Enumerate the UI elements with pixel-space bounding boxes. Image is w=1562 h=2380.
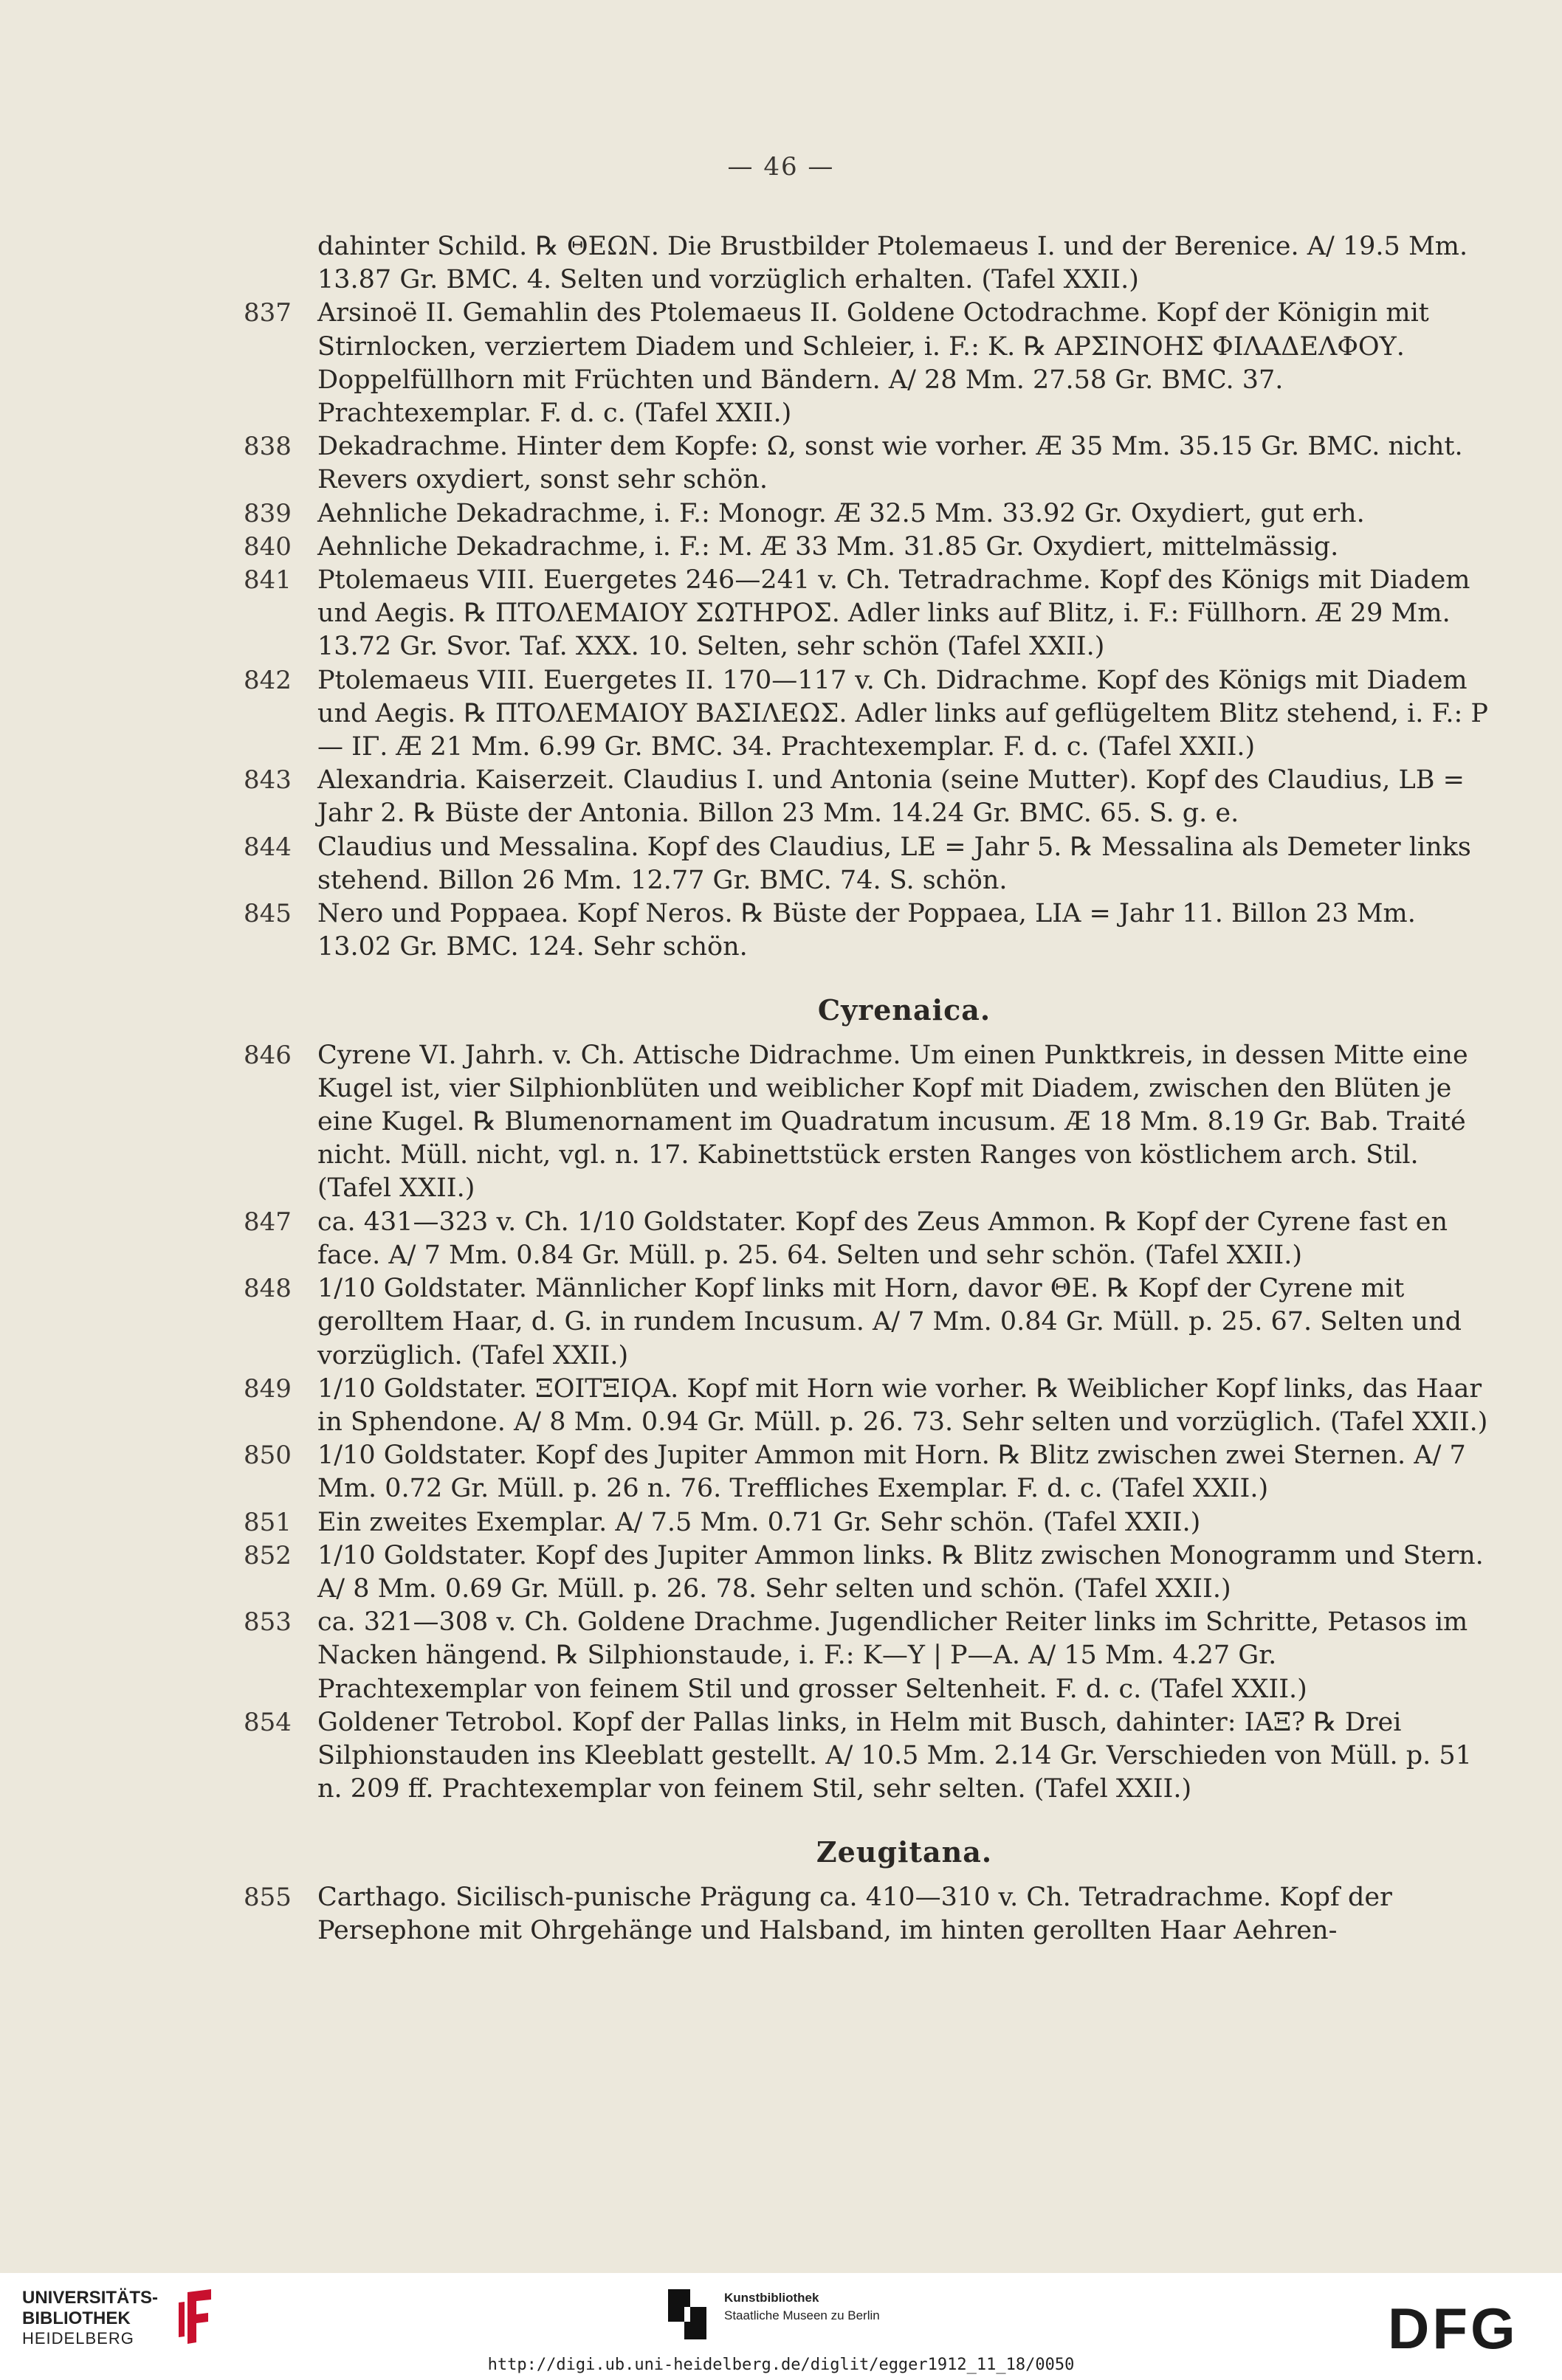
entry-number: 849	[244, 1373, 292, 1404]
entry-number: 854	[244, 1707, 292, 1737]
entry	[244, 1539, 1491, 1606]
entry-number: 843	[244, 765, 292, 796]
entry-number: 851	[244, 1507, 292, 1537]
entry-text: ca. 321—308 v. Ch. Goldene Drachme. Jugendlicher Reiter links im Schritte, Petasos im Nacken hängend. ℞ Silphionstaude, i. F.: K—Y | P—A. A/ 15 Mm. 4.27 Gr. Prachtexemplar von feinem Stil und grosser Seltenheit. F. d. c. (Tafel XXII.)	[317, 1607, 1468, 1704]
digitization-footer	[0, 2273, 1562, 2380]
entry	[244, 1706, 1491, 1807]
entry-text: Ein zweites Exemplar. A/ 7.5 Mm. 0.71 Gr. Sehr schön. (Tafel XXII.)	[317, 1507, 1201, 1537]
entry	[244, 1272, 1491, 1373]
entry-number: 855	[244, 1882, 292, 1912]
entry-number: 842	[244, 665, 292, 695]
entry-number: 840	[244, 531, 292, 562]
university-library-logo[interactable]: UNIVERSITÄTS- BIBLIOTHEK HEIDELBERG	[22, 2288, 221, 2354]
entry-text: 1/10 Goldstater. Kopf des Jupiter Ammon links. ℞ Blitz zwischen Monogramm und Stern. A/ 8 Mm. 0.69 Gr. Müll. p. 26. 78. Sehr selten und schön. (Tafel XXII.)	[317, 1540, 1484, 1604]
dfg-logo[interactable]: DFG	[1388, 2296, 1518, 2361]
entry-text: Goldener Tetrobol. Kopf der Pallas links, in Helm mit Busch, dahinter: IAΞ? ℞ Drei Silphionstauden ins Kleeblatt gestellt. A/ 10.5 Mm. 2.14 Gr. Verschieden von Müll. p. 51 n. 209 ff. Prachtexemplar von feinem Stil, sehr selten. (Tafel XXII.)	[317, 1707, 1472, 1804]
entry-text: Alexandria. Kaiserzeit. Claudius I. und Antonia (seine Mutter). Kopf des Claudius, LB = Jahr 2. ℞ Büste der Antonia. Billon 23 Mm. 14.24 Gr. BMC. 65. S. g. e.	[317, 765, 1465, 829]
entry-text: 1/10 Goldstater. ΞΟΙΤΞΙϘΑ. Kopf mit Horn wie vorher. ℞ Weiblicher Kopf links, das Haar in Sphendone. A/ 8 Mm. 0.94 Gr. Müll. p. 26. 73. Sehr selten und vorzüglich. (Tafel XXII.)	[317, 1373, 1488, 1437]
kunstbibliothek-logo[interactable]: Kunstbibliothek Staatliche Museen zu Berlin	[668, 2286, 904, 2345]
entry-number: 841	[244, 565, 292, 596]
entry	[244, 1506, 1491, 1539]
entry-number: 850	[244, 1441, 292, 1471]
entry-number: 853	[244, 1607, 292, 1638]
entry	[244, 897, 1491, 964]
permalink-url[interactable]: http://digi.ub.uni-heidelberg.de/diglit/egger1912_11_18/0050	[487, 2356, 1075, 2374]
entry	[244, 297, 1491, 430]
entry-text: 1/10 Goldstater. Kopf des Jupiter Ammon mit Horn. ℞ Blitz zwischen zwei Sternen. A/ 7 Mm. 0.72 Gr. Müll. p. 26 n. 76. Treffliches Exemplar. F. d. c. (Tafel XXII.)	[317, 1441, 1466, 1504]
entry	[244, 764, 1491, 830]
entry-number: 846	[244, 1040, 292, 1070]
entry	[244, 230, 1491, 297]
entry-text: 1/10 Goldstater. Männlicher Kopf links mit Horn, davor ΘΕ. ℞ Kopf der Cyrene mit gerolltem Haar, d. G. in rundem Incusum. A/ 7 Mm. 0.84 Gr. Müll. p. 25. 67. Selten und vorzüglich. (Tafel XXII.)	[317, 1274, 1462, 1370]
entry-text: dahinter Schild. ℞ ΘΕΩΝ. Die Brustbilder Ptolemaeus I. und der Berenice. A/ 19.5 Mm. 13.87 Gr. BMC. 4. Selten und vorzüglich erhalten. (Tafel XXII.)	[317, 232, 1468, 295]
entry-text: Carthago. Sicilisch-punische Prägung ca. 410—310 v. Ch. Tetradrachme. Kopf der Persephone mit Ohrgehänge und Halsband, im hinten gerollten Haar Aehren-	[317, 1882, 1392, 1945]
entry	[244, 1373, 1491, 1439]
entry-number: 847	[244, 1207, 292, 1237]
entry-number: 839	[244, 498, 292, 528]
entry-number: 848	[244, 1274, 292, 1304]
entry-number: 844	[244, 832, 292, 862]
entry-number: 837	[244, 298, 292, 328]
entry	[244, 430, 1491, 497]
library-emblem-icon	[174, 2288, 219, 2347]
entry	[244, 564, 1491, 664]
kunstbibliothek-emblem-icon	[668, 2289, 706, 2339]
entry	[244, 1039, 1491, 1206]
entry-text: Claudius und Messalina. Kopf des Claudius, LE = Jahr 5. ℞ Messalina als Demeter links stehend. Billon 26 Mm. 12.77 Gr. BMC. 74. S. schön.	[317, 832, 1471, 895]
entry	[244, 1606, 1491, 1706]
entry	[244, 497, 1491, 531]
entry	[244, 1206, 1491, 1272]
entry-text: Dekadrachme. Hinter dem Kopfe: Ω, sonst wie vorher. Æ 35 Mm. 35.15 Gr. BMC. nicht. Revers oxydiert, sonst sehr schön.	[317, 432, 1463, 495]
entry-number: 852	[244, 1540, 292, 1570]
entry	[244, 664, 1491, 765]
entry-text: Aehnliche Dekadrachme, i. F.: Monogr. Æ 32.5 Mm. 33.92 Gr. Oxydiert, gut erh.	[317, 498, 1365, 528]
entry-text: Arsinoë II. Gemahlin des Ptolemaeus II. Goldene Octodrachme. Kopf der Königin mit Stirnlocken, verziertem Diadem und Schleier, i. F.: K. ℞ ΑΡΣΙΝΟΗΣ ΦΙΛΑΔΕΛΦΟΥ. Doppelfüllhorn mit Früchten und Bändern. A/ 28 Mm. 27.58 Gr. BMC. 37. Prachtexemplar. F. d. c. (Tafel XXII.)	[317, 298, 1429, 429]
entry-text: Ptolemaeus VIII. Euergetes II. 170—117 v. Ch. Didrachme. Kopf des Königs mit Diadem und Aegis. ℞ ΠΤΟΛΕΜΑΙΟΥ ΒΑΣΙΛΕΩΣ. Adler links auf geflügeltem Blitz stehend, i. F.: P — IΓ. Æ 21 Mm. 6.99 Gr. BMC. 34. Prachtexemplar. F. d. c. (Tafel XXII.)	[317, 665, 1488, 762]
entry-text: Cyrene VI. Jahrh. v. Ch. Attische Didrachme. Um einen Punktkreis, in dessen Mitte eine Kugel ist, vier Silphionblüten und weiblicher Kopf mit Diadem, zwischen den Blüten je eine Kugel. ℞ Blumenornament im Quadratum incusum. Æ 18 Mm. 8.19 Gr. Bab. Traité nicht. Müll. nicht, vgl. n. 17. Kabinettstück ersten Ranges von köstlichem arch. Stil. (Tafel XXII.)	[317, 1040, 1468, 1204]
page-number: — 46 —	[727, 152, 835, 182]
entry-number: 845	[244, 899, 292, 929]
entry	[244, 1439, 1491, 1505]
entry	[244, 531, 1491, 564]
entry	[244, 831, 1491, 897]
section-heading-zeugitana: Zeugitana.	[816, 1835, 993, 1869]
entry-number: 838	[244, 432, 292, 462]
section-heading-cyrenaica: Cyrenaica.	[817, 993, 991, 1027]
entry-text: Ptolemaeus VIII. Euergetes 246—241 v. Ch. Tetradrachme. Kopf des Königs mit Diadem und Aegis. ℞ ΠΤΟΛΕΜΑΙΟΥ ΣΩΤΗΡΟΣ. Adler links auf Blitz, i. F.: Füllhorn. Æ 29 Mm. 13.72 Gr. Svor. Taf. XXX. 10. Selten, sehr schön (Tafel XXII.)	[317, 565, 1470, 662]
entry	[244, 1881, 1491, 1948]
catalog-text	[244, 230, 1491, 1948]
entry-text: Nero und Poppaea. Kopf Neros. ℞ Büste der Poppaea, LIA = Jahr 11. Billon 23 Mm. 13.02 Gr. BMC. 124. Sehr schön.	[317, 899, 1416, 962]
entry-text: ca. 431—323 v. Ch. 1/10 Goldstater. Kopf des Zeus Ammon. ℞ Kopf der Cyrene fast en face. A/ 7 Mm. 0.84 Gr. Müll. p. 25. 64. Selten und sehr schön. (Tafel XXII.)	[317, 1207, 1448, 1270]
entry-text: Aehnliche Dekadrachme, i. F.: M. Æ 33 Mm. 31.85 Gr. Oxydiert, mittelmässig.	[317, 531, 1339, 562]
